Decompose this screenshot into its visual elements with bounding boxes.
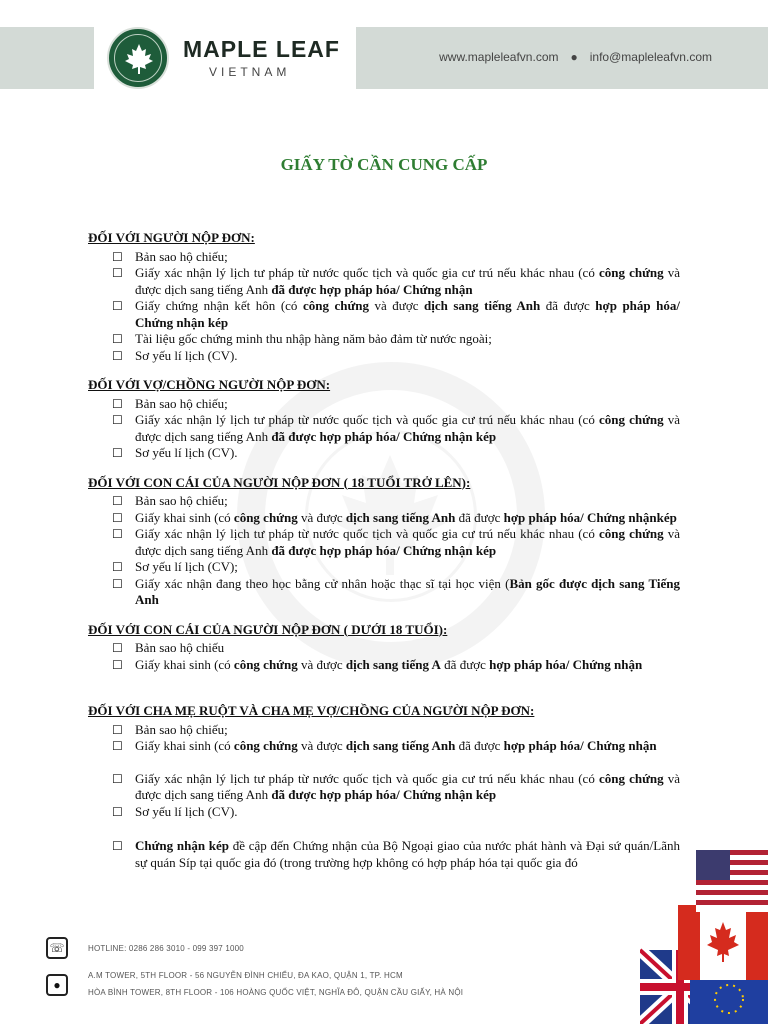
checkbox-icon: ☐ [112, 722, 123, 737]
checkbox-icon: ☐ [112, 560, 123, 574]
list-item: ☐ Bản sao hộ chiếu; [112, 395, 228, 411]
checkbox-icon: ☐ [112, 771, 123, 786]
checkbox-icon: ☐ [112, 348, 123, 363]
section-5 [88, 703, 680, 820]
section-4 [88, 622, 680, 674]
checkbox-icon: ☐ [112, 527, 123, 541]
checkbox-icon: ☐ [112, 494, 123, 508]
checkbox-icon: ☐ [112, 332, 123, 346]
header-contact [439, 50, 712, 64]
section-title: ĐỐI VỚI NGƯỜI NỘP ĐƠN: [88, 230, 255, 245]
list-item: ☐ Tài liệu gốc chứng minh thu nhập hàng năm bảo đảm từ nước ngoài; [112, 331, 492, 346]
section-3 [88, 475, 680, 609]
checkbox-icon: ☐ [112, 396, 123, 411]
maple-leaf-logo-icon [107, 27, 169, 89]
section-title: ĐỐI VỚI CON CÁI CỦA NGƯỜI NỘP ĐƠN ( 18 TUỔI TRỞ LÊN): [88, 474, 471, 490]
list-item: ☐ Giấy xác nhận lý lịch tư pháp từ nước quốc tịch và quốc gia cư trú nếu khác nhau (có công chứng và được dịch sang tiếng Anh đã được hợp pháp hóa/ Chứng nhận [112, 265, 680, 297]
list-item: ☐ Bản sao hộ chiếu [112, 640, 225, 655]
footer-hotline: HOTLINE: 0286 286 3010 - 099 397 1000 [88, 944, 244, 953]
list-item: ☐ Sơ yếu lí lịch (CV); [112, 559, 238, 574]
section-1 [88, 230, 680, 364]
location-icon: ● [46, 974, 68, 996]
checkbox-icon: ☐ [112, 804, 123, 819]
footer-address-hcm: A.M TOWER, 5TH FLOOR - 56 NGUYỄN ĐÌNH CHIỂU, ĐA KAO, QUẬN 1, TP. HCM [88, 971, 403, 980]
checkbox-icon: ☐ [112, 446, 123, 460]
phone-icon: ☏ [46, 937, 68, 959]
section-2 [88, 377, 680, 462]
list-item: ☐ Giấy xác nhận lý lịch tư pháp từ nước quốc tịch và quốc gia cư trú nếu khác nhau (có công chứng và được dịch sang tiếng Anh đã được hợp pháp hóa/ Chứng nhận kép [112, 770, 680, 802]
list-item: ☐ Giấy xác nhận lý lịch tư pháp từ nước quốc tịch và quốc gia cư trú nếu khác nhau (có công chứng và được dịch sang tiếng Anh đã được hợp pháp hóa/ Chứng nhận kép [112, 526, 680, 558]
section-title: ĐỐI VỚI VỢ/CHỒNG NGƯỜI NỘP ĐƠN: [88, 377, 331, 392]
brand-subtitle: VIETNAM [209, 65, 291, 79]
requirements-list [88, 230, 680, 871]
checkbox-icon: ☐ [112, 299, 123, 313]
note-item: ☐ Chứng nhận kép đề cập đến Chứng nhận của Bộ Ngoại giao của nước phát hành và Đại sứ quán/Lãnh sự quán Síp tại quốc gia đó (trong trường hợp không có hợp pháp hóa tại quốc gia đó [112, 838, 680, 870]
checkbox-icon: ☐ [112, 413, 123, 427]
list-item: ☐ Giấy khai sinh (có công chứng và được dịch sang tiếng Anh đã được hợp pháp hóa/ Chứng nhận [112, 738, 657, 753]
checkbox-icon: ☐ [112, 739, 123, 753]
brand-name: MAPLE LEAF [183, 36, 340, 62]
list-item: ☐ Giấy chứng nhận kết hôn (có công chứng và được dịch sang tiếng Anh đã được hợp pháp hóa/ Chứng nhận kép [112, 298, 680, 330]
list-item: ☐ Sơ yếu lí lịch (CV). [112, 445, 238, 460]
website-link[interactable]: www.mapleleafvn.com [439, 50, 559, 64]
list-item: ☐ Giấy xác nhận lý lịch tư pháp từ nước quốc tịch và quốc gia cư trú nếu khác nhau (có công chứng và được dịch sang tiếng Anh đã được hợp pháp hóa/ Chứng nhận kép [112, 412, 680, 444]
list-item: ☐ Giấy khai sinh (có công chứng và được dịch sang tiếng Anh đã được hợp pháp hóa/ Chứng nhậnkép [112, 509, 677, 525]
checkbox-icon: ☐ [112, 657, 123, 672]
document-title: GIẤY TỜ CẦN CUNG CẤP [280, 155, 488, 174]
checkbox-icon: ☐ [112, 266, 123, 280]
list-item: ☐ Bản sao hộ chiếu; [112, 721, 228, 737]
checkbox-icon: ☐ [112, 249, 123, 264]
checkbox-icon: ☐ [112, 576, 123, 591]
separator-dot: ● [570, 50, 578, 64]
checkbox-icon: ☐ [112, 510, 123, 525]
flags-decoration [640, 850, 768, 1024]
footer-address-hanoi: HÒA BÌNH TOWER, 8TH FLOOR - 106 HOÀNG QUỐC VIỆT, NGHĨA ĐÔ, QUẬN CẦU GIẤY, HÀ NỘI [88, 988, 464, 997]
checkbox-icon: ☐ [112, 641, 123, 655]
checkbox-icon: ☐ [112, 839, 123, 853]
section-title: ĐỐI VỚI CHA MẸ RUỘT VÀ CHA MẸ VỢ/CHỒNG CỦA NGƯỜI NỘP ĐƠN: [88, 703, 535, 718]
list-item: ☐ Giấy khai sinh (có công chứng và được dịch sang tiếng A đã được hợp pháp hóa/ Chứng nhận [112, 656, 643, 672]
list-item: ☐ Bản sao hộ chiếu; [112, 493, 228, 508]
email-link[interactable]: info@mapleleafvn.com [589, 50, 712, 64]
section-title: ĐỐI VỚI CON CÁI CỦA NGƯỜI NỘP ĐƠN ( DƯỚI 18 TUỔI): [88, 621, 448, 637]
list-item: ☐ Sơ yếu lí lịch (CV). [112, 803, 238, 819]
spacer [88, 755, 680, 771]
list-item: ☐ Giấy xác nhận đang theo học bằng cử nhân hoặc thạc sĩ tại học viện (Bản gốc được dịch sang Tiếng Anh [112, 575, 680, 607]
list-item: ☐ Sơ yếu lí lịch (CV). [112, 347, 238, 363]
list-item: ☐ Bản sao hộ chiếu; [112, 248, 228, 264]
